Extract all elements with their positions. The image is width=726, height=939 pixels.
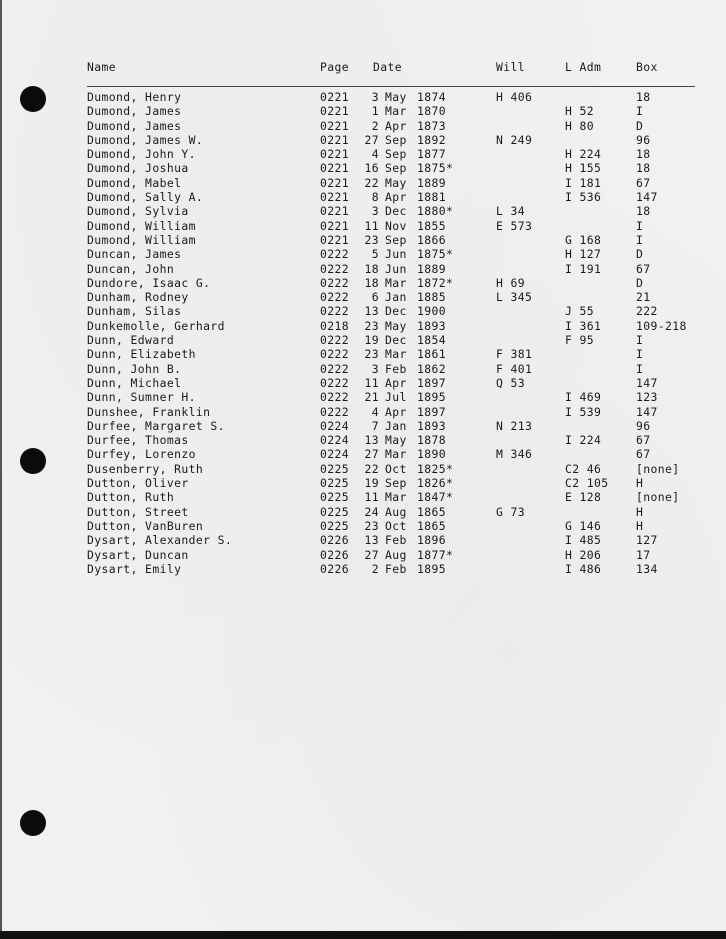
cell-day: 3 (371, 361, 379, 376)
cell-letters-admin: I 469 (565, 390, 602, 405)
cell-page: 0222 (320, 304, 350, 319)
table-row (87, 419, 697, 433)
table-row (87, 533, 697, 547)
cell-name: Dusenberry, Ruth (87, 461, 204, 476)
cell-day: 19 (364, 333, 379, 348)
cell-will: G 73 (496, 504, 526, 519)
cell-day: 7 (371, 418, 379, 433)
table-row (87, 562, 697, 576)
cell-name: Dumond, William (87, 232, 196, 247)
header-box: Box (636, 60, 658, 74)
cell-page: 0222 (320, 390, 350, 405)
table-header (87, 60, 697, 86)
cell-month: Sep (385, 161, 407, 176)
cell-box: H (636, 504, 644, 519)
cell-page: 0221 (320, 232, 350, 247)
cell-day: 22 (364, 175, 379, 190)
cell-name: Dysart, Alexander S. (87, 533, 233, 548)
cell-year: 1885 (417, 290, 447, 305)
cell-letters-admin: F 95 (565, 333, 595, 348)
cell-letters-admin: I 361 (565, 318, 602, 333)
cell-day: 3 (371, 90, 379, 104)
cell-name: Dumond, Joshua (87, 161, 189, 176)
cell-box: D (636, 118, 644, 133)
cell-name: Dumond, Sally A. (87, 190, 204, 205)
punch-hole-top (20, 86, 46, 112)
cell-page: 0221 (320, 218, 350, 233)
table-row (87, 462, 697, 476)
cell-day: 4 (371, 404, 379, 419)
cell-year: 1855 (417, 218, 447, 233)
cell-name: Dunkemolle, Gerhard (87, 318, 225, 333)
table-row (87, 362, 697, 376)
cell-day: 13 (364, 304, 379, 319)
cell-letters-admin: I 485 (565, 533, 602, 548)
cell-year: 1826* (417, 476, 454, 491)
cell-will: L 345 (496, 290, 533, 305)
cell-box: 21 (636, 290, 651, 305)
cell-box: [none] (636, 461, 680, 476)
table-row (87, 147, 697, 161)
header-rule (87, 86, 695, 87)
cell-letters-admin: I 486 (565, 561, 602, 576)
cell-name: Dumond, James (87, 118, 182, 133)
table-row (87, 347, 697, 361)
cell-will: F 381 (496, 347, 533, 362)
cell-month: Dec (385, 333, 407, 348)
cell-year: 1893 (417, 418, 447, 433)
table-row (87, 119, 697, 133)
cell-name: Dumond, Sylvia (87, 204, 189, 219)
cell-year: 1877 (417, 147, 447, 162)
cell-page: 0222 (320, 333, 350, 348)
cell-will: E 573 (496, 218, 533, 233)
cell-page: 0218 (320, 318, 350, 333)
cell-year: 1865 (417, 518, 447, 533)
cell-will: F 401 (496, 361, 533, 376)
cell-name: Dunham, Silas (87, 304, 182, 319)
cell-day: 21 (364, 390, 379, 405)
cell-letters-admin: I 181 (565, 175, 602, 190)
cell-name: Dunn, Elizabeth (87, 347, 196, 362)
cell-year: 1881 (417, 190, 447, 205)
cell-day: 22 (364, 461, 379, 476)
cell-month: Mar (385, 275, 407, 290)
table-row (87, 333, 697, 347)
cell-will: N 249 (496, 132, 533, 147)
table-row (87, 262, 697, 276)
table-row (87, 304, 697, 318)
cell-name: Dysart, Emily (87, 561, 182, 576)
cell-box: 67 (636, 433, 651, 448)
cell-year: 1893 (417, 318, 447, 333)
cell-month: May (385, 318, 407, 333)
table-row (87, 247, 697, 261)
cell-box: H (636, 476, 644, 491)
cell-day: 16 (364, 161, 379, 176)
cell-year: 1825* (417, 461, 454, 476)
cell-box: I (636, 361, 644, 376)
cell-month: Sep (385, 147, 407, 162)
cell-name: Dunn, Edward (87, 333, 175, 348)
cell-box: I (636, 218, 644, 233)
cell-letters-admin: E 128 (565, 490, 602, 505)
cell-year: 1897 (417, 404, 447, 419)
table-row (87, 133, 697, 147)
cell-day: 2 (371, 118, 379, 133)
cell-box: 17 (636, 547, 651, 562)
header-will: Will (496, 60, 526, 74)
cell-letters-admin: H 127 (565, 247, 602, 262)
cell-page: 0222 (320, 361, 350, 376)
cell-day: 11 (364, 218, 379, 233)
table-row (87, 319, 697, 333)
table-row (87, 548, 697, 562)
cell-page: 0221 (320, 132, 350, 147)
cell-month: Sep (385, 232, 407, 247)
cell-year: 1854 (417, 333, 447, 348)
cell-letters-admin: G 168 (565, 232, 602, 247)
table-row (87, 505, 697, 519)
cell-page: 0222 (320, 290, 350, 305)
cell-name: Durfee, Margaret S. (87, 418, 225, 433)
cell-box: 96 (636, 132, 651, 147)
table-row (87, 219, 697, 233)
cell-day: 2 (371, 561, 379, 576)
cell-month: May (385, 175, 407, 190)
cell-box: 18 (636, 161, 651, 176)
table-row (87, 447, 697, 461)
cell-name: Dutton, VanBuren (87, 518, 204, 533)
cell-letters-admin: C2 105 (565, 476, 609, 491)
cell-day: 27 (364, 447, 379, 462)
punch-hole-middle (20, 448, 46, 474)
cell-day: 4 (371, 147, 379, 162)
cell-box: D (636, 247, 644, 262)
cell-box: 18 (636, 147, 651, 162)
table-row (87, 104, 697, 118)
cell-box: 147 (636, 190, 658, 205)
cell-year: 1872* (417, 275, 454, 290)
cell-page: 0225 (320, 518, 350, 533)
cell-box: I (636, 232, 644, 247)
cell-month: Apr (385, 190, 407, 205)
table-row (87, 90, 697, 104)
cell-letters-admin: I 539 (565, 404, 602, 419)
cell-year: 1870 (417, 104, 447, 119)
cell-year: 1861 (417, 347, 447, 362)
table-body (87, 90, 697, 576)
cell-name: Dunn, Sumner H. (87, 390, 196, 405)
cell-letters-admin: H 80 (565, 118, 595, 133)
cell-month: Jun (385, 261, 407, 276)
cell-day: 11 (364, 490, 379, 505)
cell-box: 127 (636, 533, 658, 548)
cell-month: Oct (385, 461, 407, 476)
cell-month: Mar (385, 447, 407, 462)
cell-month: Dec (385, 304, 407, 319)
records-table (87, 60, 697, 576)
cell-box: 67 (636, 261, 651, 276)
scan-border (0, 931, 726, 939)
cell-letters-admin: C2 46 (565, 461, 602, 476)
table-row (87, 490, 697, 504)
cell-page: 0221 (320, 175, 350, 190)
cell-name: Dundore, Isaac G. (87, 275, 211, 290)
header-name: Name (87, 60, 117, 74)
cell-name: Dumond, John Y. (87, 147, 196, 162)
table-row (87, 176, 697, 190)
cell-year: 1880* (417, 204, 454, 219)
cell-day: 23 (364, 232, 379, 247)
cell-day: 27 (364, 547, 379, 562)
cell-month: Oct (385, 518, 407, 533)
cell-page: 0225 (320, 490, 350, 505)
cell-page: 0221 (320, 118, 350, 133)
cell-page: 0226 (320, 547, 350, 562)
cell-name: Dutton, Street (87, 504, 189, 519)
table-row (87, 161, 697, 175)
cell-name: Dutton, Ruth (87, 490, 175, 505)
cell-year: 1875* (417, 161, 454, 176)
cell-month: Mar (385, 104, 407, 119)
cell-page: 0225 (320, 461, 350, 476)
cell-box: 222 (636, 304, 658, 319)
cell-name: Dutton, Oliver (87, 476, 189, 491)
cell-letters-admin: H 155 (565, 161, 602, 176)
cell-letters-admin: I 191 (565, 261, 602, 276)
cell-name: Durfee, Thomas (87, 433, 189, 448)
cell-name: Duncan, James (87, 247, 182, 262)
cell-day: 5 (371, 247, 379, 262)
cell-day: 6 (371, 290, 379, 305)
cell-page: 0222 (320, 247, 350, 262)
cell-letters-admin: I 536 (565, 190, 602, 205)
cell-letters-admin: J 55 (565, 304, 595, 319)
cell-page: 0221 (320, 161, 350, 176)
cell-year: 1895 (417, 390, 447, 405)
table-row (87, 405, 697, 419)
cell-year: 1892 (417, 132, 447, 147)
cell-name: Dumond, William (87, 218, 196, 233)
cell-page: 0222 (320, 275, 350, 290)
cell-box: [none] (636, 490, 680, 505)
cell-box: 18 (636, 90, 651, 104)
cell-month: Apr (385, 404, 407, 419)
cell-page: 0224 (320, 418, 350, 433)
cell-year: 1877* (417, 547, 454, 562)
cell-letters-admin: H 52 (565, 104, 595, 119)
cell-page: 0226 (320, 533, 350, 548)
cell-name: Dumond, James (87, 104, 182, 119)
cell-year: 1878 (417, 433, 447, 448)
cell-box: 134 (636, 561, 658, 576)
table-row (87, 476, 697, 490)
cell-month: Jan (385, 418, 407, 433)
table-row (87, 276, 697, 290)
table-row (87, 519, 697, 533)
cell-page: 0221 (320, 147, 350, 162)
cell-name: Dunn, Michael (87, 375, 182, 390)
cell-box: I (636, 104, 644, 119)
cell-month: Aug (385, 504, 407, 519)
table-row (87, 290, 697, 304)
cell-box: 67 (636, 447, 651, 462)
cell-year: 1874 (417, 90, 447, 104)
cell-year: 1900 (417, 304, 447, 319)
cell-year: 1866 (417, 232, 447, 247)
cell-month: Sep (385, 476, 407, 491)
cell-day: 1 (371, 104, 379, 119)
cell-box: 18 (636, 204, 651, 219)
cell-month: May (385, 433, 407, 448)
cell-box: 123 (636, 390, 658, 405)
cell-day: 13 (364, 533, 379, 548)
cell-will: N 213 (496, 418, 533, 433)
cell-day: 18 (364, 275, 379, 290)
cell-letters-admin: H 224 (565, 147, 602, 162)
cell-month: Apr (385, 118, 407, 133)
table-row (87, 376, 697, 390)
header-date: Date (373, 60, 403, 74)
cell-will: Q 53 (496, 375, 526, 390)
cell-year: 1862 (417, 361, 447, 376)
cell-month: Dec (385, 204, 407, 219)
table-row (87, 190, 697, 204)
cell-month: Mar (385, 490, 407, 505)
cell-day: 18 (364, 261, 379, 276)
cell-month: Jan (385, 290, 407, 305)
cell-box: 109-218 (636, 318, 687, 333)
cell-box: I (636, 347, 644, 362)
cell-page: 0225 (320, 476, 350, 491)
cell-box: D (636, 275, 644, 290)
cell-month: Feb (385, 533, 407, 548)
cell-will: H 69 (496, 275, 526, 290)
cell-letters-admin: H 206 (565, 547, 602, 562)
cell-page: 0221 (320, 190, 350, 205)
cell-day: 8 (371, 190, 379, 205)
table-row (87, 204, 697, 218)
cell-page: 0222 (320, 375, 350, 390)
cell-month: Aug (385, 547, 407, 562)
cell-box: H (636, 518, 644, 533)
cell-name: Dumond, Mabel (87, 175, 182, 190)
cell-page: 0224 (320, 447, 350, 462)
cell-page: 0221 (320, 204, 350, 219)
cell-day: 3 (371, 204, 379, 219)
cell-will: L 34 (496, 204, 526, 219)
cell-day: 23 (364, 347, 379, 362)
cell-page: 0222 (320, 347, 350, 362)
cell-day: 24 (364, 504, 379, 519)
header-page: Page (320, 60, 350, 74)
cell-year: 1897 (417, 375, 447, 390)
cell-name: Durfey, Lorenzo (87, 447, 196, 462)
cell-name: Dumond, James W. (87, 132, 204, 147)
cell-will: H 406 (496, 90, 533, 104)
cell-month: Apr (385, 375, 407, 390)
cell-name: Duncan, John (87, 261, 175, 276)
cell-will: M 346 (496, 447, 533, 462)
cell-page: 0225 (320, 504, 350, 519)
cell-page: 0224 (320, 433, 350, 448)
cell-name: Dunshee, Franklin (87, 404, 211, 419)
cell-year: 1865 (417, 504, 447, 519)
cell-box: I (636, 333, 644, 348)
cell-name: Dunham, Rodney (87, 290, 189, 305)
cell-year: 1889 (417, 261, 447, 276)
cell-name: Dunn, John B. (87, 361, 182, 376)
cell-name: Dumond, Henry (87, 90, 182, 104)
page-edge (0, 0, 2, 931)
cell-box: 67 (636, 175, 651, 190)
cell-year: 1896 (417, 533, 447, 548)
header-letters-admin: L Adm (565, 60, 602, 74)
cell-name: Dysart, Duncan (87, 547, 189, 562)
cell-day: 13 (364, 433, 379, 448)
cell-box: 147 (636, 404, 658, 419)
cell-page: 0221 (320, 104, 350, 119)
cell-year: 1889 (417, 175, 447, 190)
cell-month: Feb (385, 561, 407, 576)
cell-day: 19 (364, 476, 379, 491)
cell-month: Jun (385, 247, 407, 262)
cell-year: 1873 (417, 118, 447, 133)
cell-year: 1875* (417, 247, 454, 262)
cell-page: 0221 (320, 90, 350, 104)
cell-month: Mar (385, 347, 407, 362)
cell-day: 27 (364, 132, 379, 147)
cell-month: Feb (385, 361, 407, 376)
cell-letters-admin: I 224 (565, 433, 602, 448)
cell-year: 1847* (417, 490, 454, 505)
cell-box: 147 (636, 375, 658, 390)
cell-month: Nov (385, 218, 407, 233)
punch-hole-bottom (20, 810, 46, 836)
table-row (87, 390, 697, 404)
cell-day: 11 (364, 375, 379, 390)
cell-page: 0222 (320, 261, 350, 276)
table-row (87, 233, 697, 247)
table-row (87, 433, 697, 447)
cell-page: 0226 (320, 561, 350, 576)
cell-year: 1890 (417, 447, 447, 462)
cell-month: Jul (385, 390, 407, 405)
cell-year: 1895 (417, 561, 447, 576)
cell-month: May (385, 90, 407, 104)
cell-day: 23 (364, 318, 379, 333)
cell-month: Sep (385, 132, 407, 147)
cell-page: 0222 (320, 404, 350, 419)
cell-letters-admin: G 146 (565, 518, 602, 533)
cell-day: 23 (364, 518, 379, 533)
cell-box: 96 (636, 418, 651, 433)
